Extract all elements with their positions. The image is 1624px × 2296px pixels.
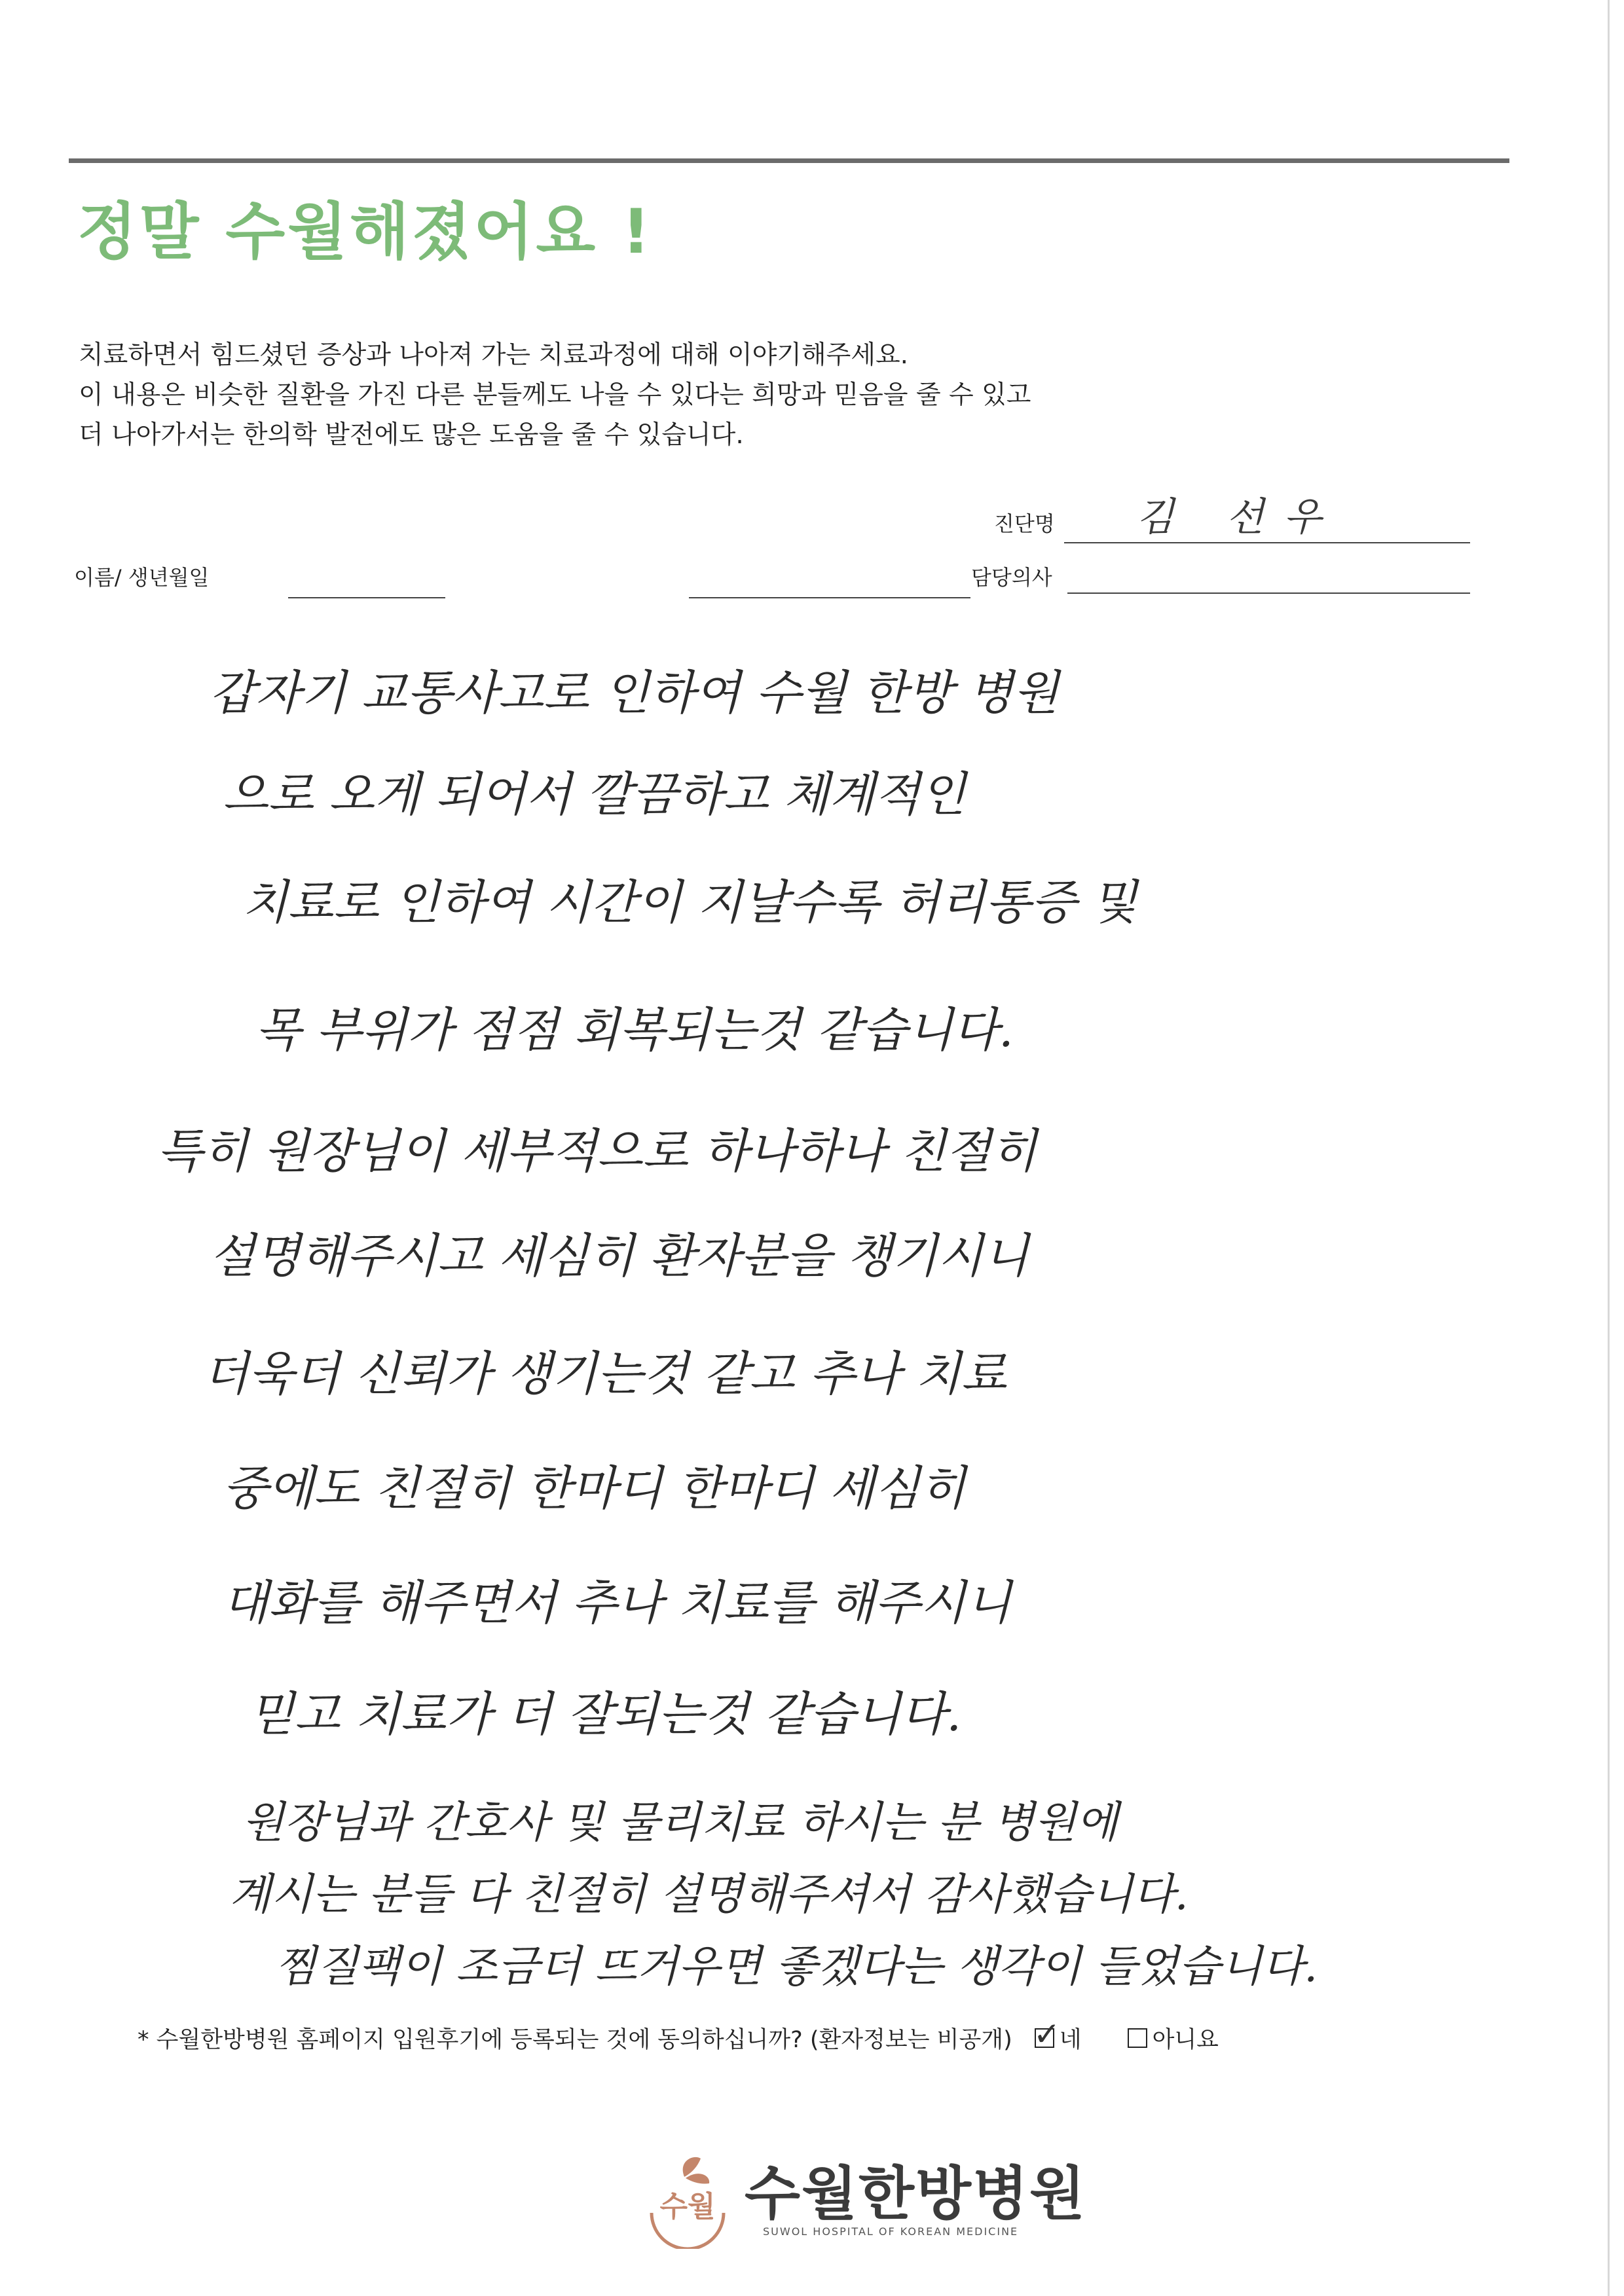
intro-line: 이 내용은 비슷한 질환을 가진 다른 분들께도 나을 수 있다는 희망과 믿음을 줄 수 있고 (79, 380, 1031, 410)
handwriting-line: 갑자기 교통사고로 인하여 수월 한방 병원 (210, 665, 1059, 720)
handwriting-line: 목 부위가 점점 회복되는것 같습니다. (255, 1002, 1014, 1057)
handwriting-line: 특히 원장님이 세부적으로 하나하나 친절히 (157, 1123, 1037, 1178)
handwriting-line: 원장님과 간호사 및 물리치료 하시는 분 병원에 (242, 1797, 1118, 1848)
intro-line: 더 나아가서는 한의학 발전에도 많은 도움을 줄 수 있습니다. (79, 420, 744, 450)
no-label: 아니요 (1152, 2027, 1219, 2053)
diagnosis-label: 진단명 (994, 511, 1055, 536)
logo-text (745, 2159, 1087, 2238)
diagnosis-line (1064, 542, 1470, 543)
handwriting-line: 설명해주시고 세심히 환자분을 챙기시니 (210, 1228, 1029, 1283)
handwriting-line: 믿고 치료가 더 잘되는것 같습니다. (249, 1686, 962, 1741)
handwriting-line: 대화를 해주면서 추나 치료를 해주시니 (223, 1575, 1012, 1630)
intro-line: 치료하면서 힘드셨던 증상과 나아져 가는 치료과정에 대해 이야기해주세요. (79, 340, 909, 370)
consent-question: * 수월한방병원 홈페이지 입원후기에 등록되는 것에 동의하십니까? (환자정보는 비공개) (138, 2027, 1012, 2053)
consent-row (138, 2015, 1219, 2054)
logo-name: 수월한방병원 (745, 2159, 1087, 2227)
header-rule (69, 158, 1509, 163)
doctor-label: 담당의사 (971, 565, 1052, 590)
consent-no-option[interactable] (1128, 2022, 1219, 2054)
hospital-logo (638, 2151, 1086, 2249)
diagnosis-value: 김 선우 (1136, 494, 1341, 540)
no-checkbox[interactable] (1128, 2028, 1147, 2048)
check-icon: ✓ (1033, 2015, 1061, 2053)
form-title: 정말 수월해졌어요 ! (77, 196, 653, 268)
handwriting-line: 계시는 분들 다 친절히 설명해주셔서 감사했습니다. (229, 1869, 1189, 1920)
name-line (288, 597, 445, 598)
consent-yes-option[interactable] (1033, 2015, 1082, 2054)
intro-text (79, 335, 1031, 455)
birth-line (689, 597, 970, 598)
logo-mark-text: 수월 (659, 2190, 716, 2223)
yes-checkbox[interactable] (1033, 2015, 1061, 2053)
logo-subtitle: SUWOL HOSPITAL OF KOREAN MEDICINE (763, 2225, 1019, 2238)
handwriting-line: 으로 오게 되어서 깔끔하고 체계적인 (223, 767, 966, 822)
handwriting-line: 치료로 인하여 시간이 지날수록 허리통증 및 (242, 875, 1137, 930)
yes-label: 네 (1059, 2027, 1082, 2053)
handwriting-line: 더욱더 신뢰가 생기는것 같고 추나 치료 (203, 1346, 1007, 1401)
handwriting-line: 찜질팩이 조금더 뜨거우면 좋겠다는 생각이 들었습니다. (275, 1941, 1318, 1992)
name-birth-label: 이름/ 생년월일 (74, 565, 210, 590)
logo-mark-icon (638, 2151, 737, 2249)
doctor-line (1067, 592, 1470, 594)
handwriting-line: 중에도 친절히 한마디 한마디 세심히 (223, 1461, 966, 1516)
